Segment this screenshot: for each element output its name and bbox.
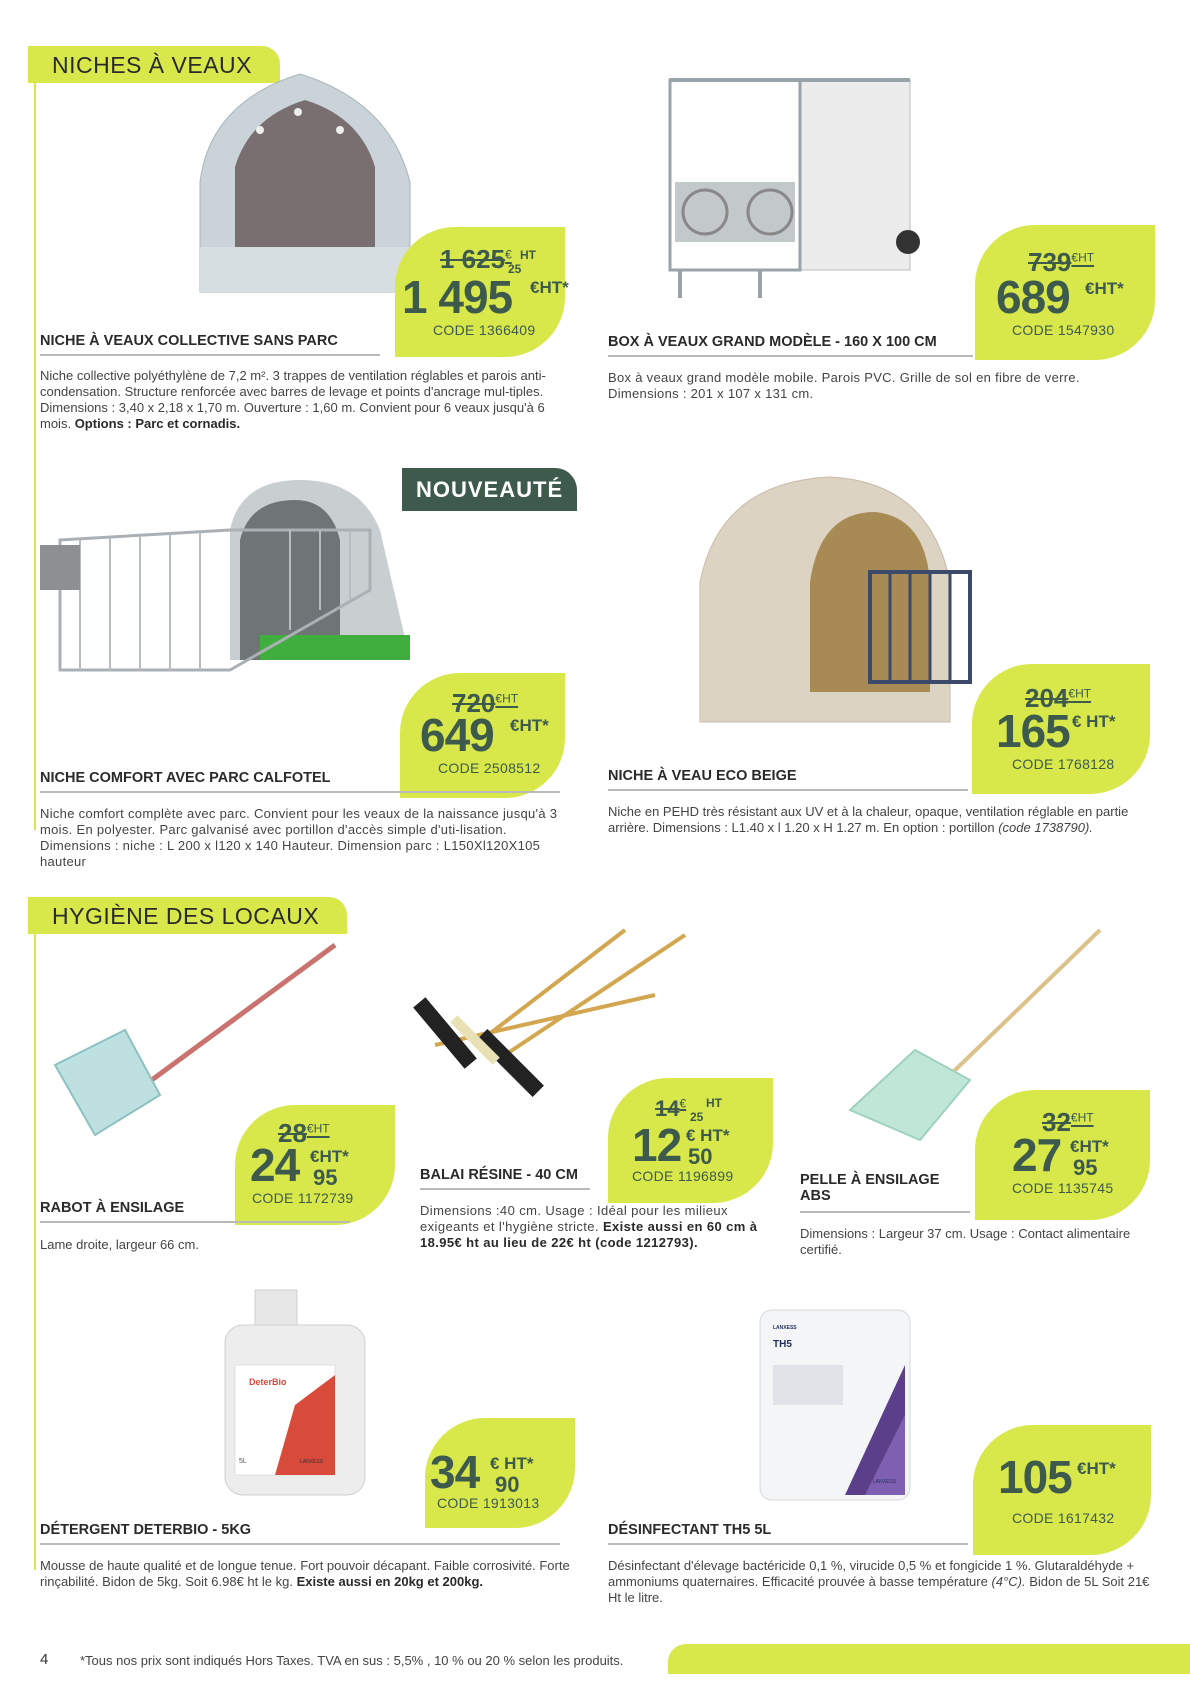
- product-code: CODE 1196899: [632, 1168, 734, 1184]
- price-unit: € HT*: [1072, 712, 1116, 731]
- deterbio-image: [215, 1285, 375, 1500]
- title-underline: [608, 1543, 968, 1545]
- new-price: 689: [996, 271, 1070, 323]
- section-title-niches: NICHES À VEAUX: [28, 46, 280, 83]
- title-underline: [608, 789, 968, 791]
- product-code: CODE 1617432: [1012, 1510, 1115, 1526]
- price-unit: €HT*: [510, 716, 549, 735]
- price-unit: €HT*: [1070, 1137, 1109, 1156]
- deterbio-volume-label: 5L: [239, 1458, 247, 1465]
- old-price: 1 625€: [440, 244, 512, 274]
- product-description: Niche en PEHD très résistant aux UV et à la chaleur, opaque, ventilation réglable en partie arrière. Dimensions : L1.40 x l 1.20 x H 1.27 m. En option : portillon (code 1738790).: [608, 804, 1129, 835]
- new-price: 12: [632, 1119, 682, 1171]
- title-underline: [420, 1188, 590, 1190]
- deterbio-label: DeterBio: [249, 1377, 287, 1387]
- old-price-cents: 25: [690, 1110, 704, 1124]
- product-title: PELLE À ENSILAGE ABS: [800, 1172, 940, 1204]
- product-code: CODE 2508512: [438, 760, 541, 776]
- footer-accent-bar: [668, 1644, 1190, 1674]
- old-price-ht: HT: [706, 1096, 722, 1110]
- footer-note: *Tous nos prix sont indiqués Hors Taxes. TVA en sus : 5,5% , 10 % ou 20 % selon les produits.: [80, 1653, 624, 1668]
- product-code: CODE 1366409: [433, 322, 536, 338]
- th5-label: TH5: [773, 1339, 792, 1350]
- new-price: 165: [996, 705, 1070, 757]
- title-underline: [800, 1211, 970, 1213]
- price-cents: 95: [313, 1165, 338, 1190]
- price-unit: €HT*: [1077, 1459, 1116, 1478]
- product-title: NICHE À VEAUX COLLECTIVE SANS PARC: [40, 333, 338, 349]
- product-title: NICHE À VEAU ECO BEIGE: [608, 768, 797, 784]
- product-description: Niche comfort complète avec parc. Convient pour les veaux de la naissance jusqu'à 3 mois. En polyester. Parc galvanisé avec portillon d'accès simple d'uti-lisation. Dimensions : niche : L 200 x l120 x 140 Hauteur. Dimension parc : L150Xl120X105 hauteur: [40, 806, 558, 869]
- th5-brand-label: LANXESS: [873, 1479, 897, 1485]
- product-code: CODE 1768128: [1012, 756, 1115, 772]
- product-title: DÉSINFECTANT TH5 5L: [608, 1522, 772, 1538]
- niche-collective-image: [180, 62, 430, 302]
- price-unit: € HT*: [490, 1454, 534, 1473]
- page-number: 4: [40, 1651, 49, 1668]
- price-cents: 90: [495, 1472, 520, 1497]
- price-unit: €HT*: [1085, 279, 1124, 298]
- product-title: DÉTERGENT DETERBIO - 5KG: [40, 1522, 252, 1538]
- section-rule-niches: [34, 80, 36, 830]
- old-price: 14€: [655, 1096, 687, 1121]
- niche-comfort-image: [40, 470, 420, 720]
- th5-brand-top-label: LANXESS: [773, 1325, 797, 1331]
- new-price: 27: [1012, 1129, 1062, 1181]
- product-code: CODE 1172739: [252, 1190, 354, 1206]
- old-price-ht: HT: [520, 248, 536, 262]
- new-badge: NOUVEAUTÉ: [402, 468, 577, 511]
- old-price: $204^{€HT}$: [1025, 683, 1092, 713]
- title-underline: [40, 1221, 350, 1223]
- product-description: Lame droite, largeur 66 cm.: [40, 1237, 199, 1252]
- product-code: CODE 1547930: [1012, 322, 1115, 338]
- product-description: Niche collective polyéthylène de 7,2 m². 3 trappes de ventilation réglables et parois anti-condensation. Structure renforcée avec barres de levage et points d'ancrage mul-tiples. Dimensions : 3,40 x 2,18 x 1,70 m. Ouverture : 1,60 m. Convient pour 6 veaux jusqu'à 6 mois. Options : Parc et cornadis.: [40, 368, 546, 431]
- new-price: 34: [430, 1446, 480, 1498]
- price-unit: €HT*: [530, 278, 569, 297]
- box-veaux-image: [660, 72, 930, 302]
- old-price: $32^{€HT}$: [1042, 1107, 1094, 1137]
- old-price: $739^{€HT}$: [1028, 247, 1095, 277]
- title-underline: [40, 791, 560, 793]
- old-price: $720^{€HT}$: [452, 688, 519, 718]
- th5-image: [755, 1305, 915, 1505]
- section-rule-hygiene: [34, 930, 36, 1570]
- product-description: Désinfectant d'élevage bactéricide 0,1 %, virucide 0,5 % et fongicide 1 %. Glutaraldéhyde + ammoniums quaternaires. Efficacité prouvée à basse température (4°C). Bidon de 5L Soit 21€ Ht le litre.: [608, 1558, 1150, 1605]
- product-code: CODE 1913013: [437, 1495, 540, 1511]
- section-title-hygiene: HYGIÈNE DES LOCAUX: [28, 897, 347, 934]
- deterbio-brand-label: LANXESS: [300, 1459, 324, 1465]
- product-title: BOX À VEAUX GRAND MODÈLE - 160 X 100 CM: [608, 334, 937, 350]
- product-description: Box à veaux grand modèle mobile. Parois PVC. Grille de sol en fibre de verre. Dimensions : 201 x 107 x 131 cm.: [608, 370, 1080, 401]
- title-underline: [608, 355, 973, 357]
- product-code: CODE 1135745: [1012, 1180, 1114, 1196]
- old-price: $28^{€HT}$: [278, 1118, 330, 1148]
- new-price: 649: [420, 709, 494, 761]
- product-title: BALAI RÉSINE - 40 CM: [420, 1167, 578, 1183]
- product-title: NICHE COMFORT AVEC PARC CALFOTEL: [40, 770, 331, 786]
- product-title: RABOT À ENSILAGE: [40, 1200, 185, 1216]
- price-unit: €HT*: [310, 1147, 349, 1166]
- price-unit: € HT*: [686, 1126, 730, 1145]
- product-description: Dimensions : Largeur 37 cm. Usage : Contact alimentaire certifié.: [800, 1226, 1131, 1257]
- price-cents: 50: [688, 1144, 713, 1169]
- title-underline: [40, 1543, 560, 1545]
- niche-eco-image: [690, 472, 1000, 732]
- new-price: 1 495: [402, 271, 513, 323]
- product-description: Dimensions :40 cm. Usage : Idéal pour les milieux exigeants et l'hygiène stricte. Existe aussi en 60 cm à 18.95€ ht au lieu de 22€ ht (code 1212793).: [420, 1203, 758, 1250]
- new-price: 24: [250, 1139, 300, 1191]
- new-price: 105: [998, 1451, 1072, 1503]
- product-description: Mousse de haute qualité et de longue tenue. Fort pouvoir décapant. Faible corrosivité. Forte rinçabilité. Bidon de 5kg. Soit 6.98€ ht le kg. Existe aussi en 20kg et 200kg.: [40, 1558, 570, 1589]
- old-price-cents: 25: [508, 262, 522, 276]
- title-underline: [40, 354, 380, 356]
- price-cents: 95: [1073, 1155, 1098, 1180]
